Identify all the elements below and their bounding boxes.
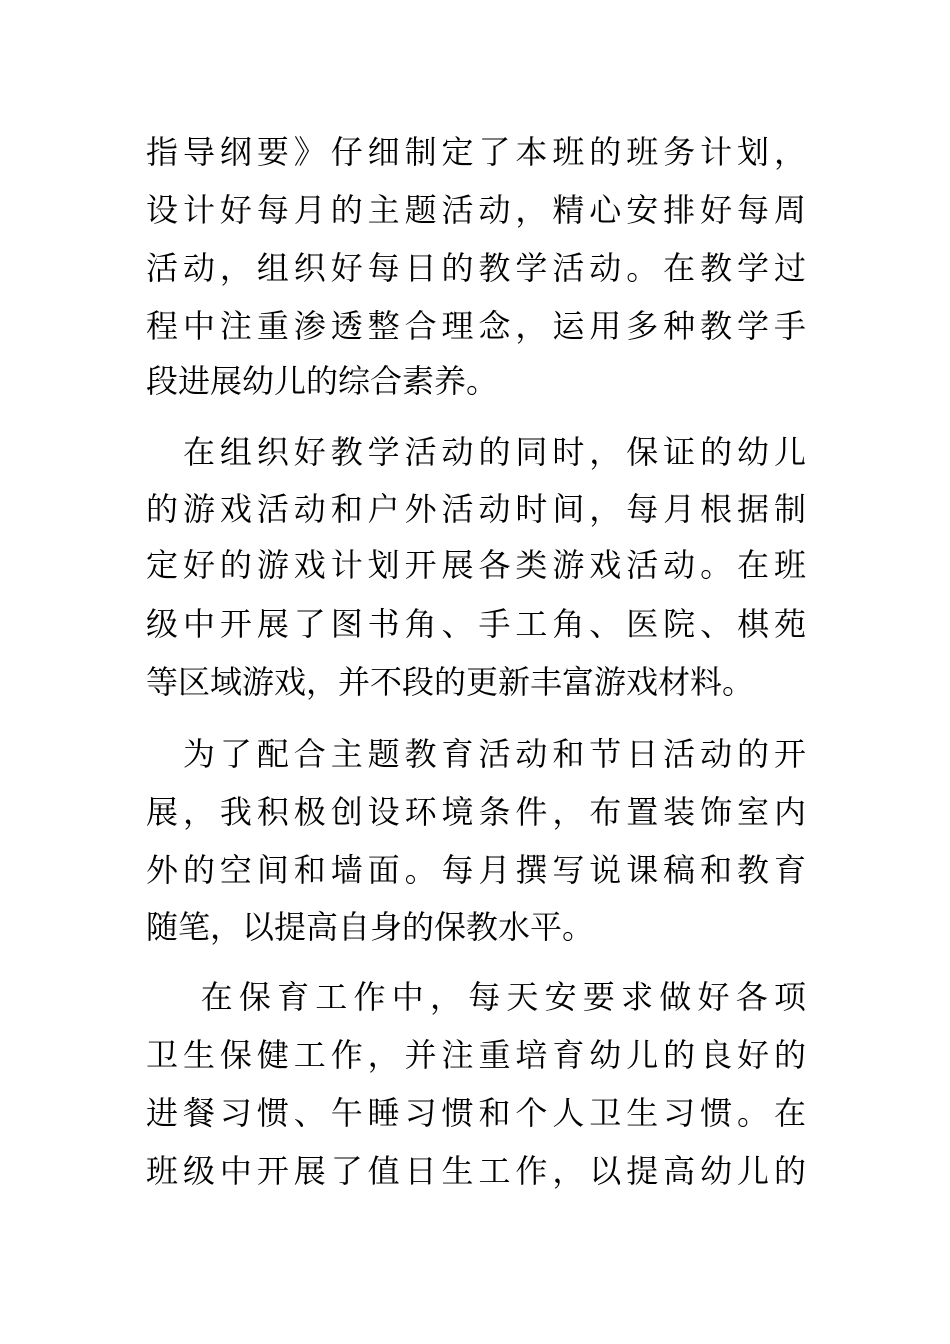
paragraph-1-line-1: 指导纲要》仔细制定了本班的班务计划， [146,133,806,171]
paragraph-3-line-3: 外的空间和墙面。每月撰写说课稿和教育 [146,851,806,889]
paragraph-4-line-4: 班级中开展了值日生工作，以提高幼儿的 [146,1152,806,1190]
paragraph-2-line-3: 定好的游戏计划开展各类游戏活动。在班 [146,546,806,584]
paragraph-3-line-4: 随笔，以提高自身的保教水平。 [146,908,595,946]
paragraph-2-line-1: 在组织好教学活动的同时，保证的幼儿 [146,433,806,471]
paragraph-2-line-2: 的游戏活动和户外活动时间，每月根据制 [146,490,806,528]
paragraph-2-line-5: 等区域游戏，并不段的更新丰富游戏材料。 [146,663,755,701]
paragraph-3-line-2: 展，我积极创设环境条件，布置装饰室内 [146,793,806,831]
paragraph-1-line-4: 程中注重渗透整合理念，运用多种教学手 [146,307,806,345]
paragraph-1-line-5: 段进展幼儿的综合素养。 [146,362,499,400]
paragraph-3-line-1: 为了配合主题教育活动和节日活动的开 [146,735,806,773]
paragraph-1-line-3: 活动，组织好每日的教学活动。在教学过 [146,249,806,287]
paragraph-2-line-4: 级中开展了图书角、手工角、医院、棋苑 [146,605,806,643]
paragraph-4-line-2: 卫生保健工作，并注重培育幼儿的良好的 [146,1036,806,1074]
paragraph-1-line-2: 设计好每月的主题活动，精心安排好每周 [146,191,806,229]
paragraph-4-line-3: 进餐习惯、午睡习惯和个人卫生习惯。在 [146,1094,806,1132]
paragraph-4-line-1: 在保育工作中，每天安要求做好各项 [146,978,806,1016]
